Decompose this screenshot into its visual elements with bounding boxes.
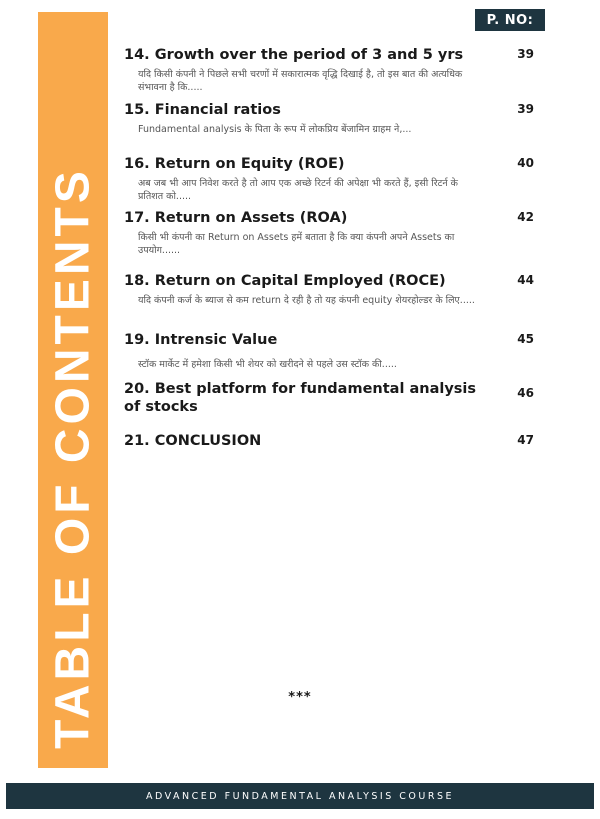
toc-entry-desc: किसी भी कंपनी का Return on Assets हमें बताता है कि क्या कंपनी अपने Assets का उपयोग...... — [138, 232, 455, 256]
toc-entry-title[interactable]: 20. Best platform for fundamental analysis of stocks — [124, 381, 477, 415]
section-divider-stars: *** — [288, 690, 312, 705]
page-number-header: P. NO: — [475, 9, 545, 31]
toc-entry[interactable] — [124, 432, 534, 450]
toc-entry-page: 39 — [517, 47, 534, 61]
toc-entry-page: 44 — [517, 273, 534, 287]
toc-entry-page: 45 — [517, 332, 534, 346]
toc-entry-title[interactable]: 19. Intrensic Value — [124, 332, 278, 348]
toc-entry-title[interactable]: 21. CONCLUSION — [124, 433, 262, 449]
toc-entry-title[interactable]: 18. Return on Capital Employed (ROCE) — [124, 273, 446, 289]
toc-entry-desc: यदि कंपनी कर्ज के ब्याज से कम return दे रही है तो यह कंपनी equity शेयरहोल्डर के लिए..... — [138, 295, 475, 306]
toc-entry-page: 46 — [517, 386, 534, 400]
toc-entry-page: 39 — [517, 102, 534, 116]
toc-entry[interactable] — [124, 46, 534, 94]
toc-entry[interactable] — [124, 101, 534, 136]
toc-entry[interactable] — [124, 380, 534, 416]
toc-entry-desc: स्टॉक मार्केट में हमेशा किसी भी शेयर को खरीदने से पहले उस स्टॉक की..... — [138, 359, 397, 370]
toc-entry-title[interactable]: 16. Return on Equity (ROE) — [124, 156, 345, 172]
toc-entry[interactable] — [124, 272, 534, 307]
toc-entry-page: 40 — [517, 156, 534, 170]
footer-banner: ADVANCED FUNDAMENTAL ANALYSIS COURSE — [6, 783, 594, 809]
toc-entry-title[interactable]: 17. Return on Assets (ROA) — [124, 210, 348, 226]
toc-entry-page: 47 — [517, 433, 534, 447]
toc-entry-desc: अब जब भी आप निवेश करते है तो आप एक अच्छे रिटर्न की अपेक्षा भी करते हैं, इसी रिटर्न के प्रतिशत को..... — [138, 178, 458, 202]
toc-entry-page: 42 — [517, 210, 534, 224]
toc-entry-title[interactable]: 14. Growth over the period of 3 and 5 yrs — [124, 47, 464, 63]
toc-entry[interactable] — [124, 209, 534, 257]
toc-entry[interactable] — [124, 331, 534, 371]
sidebar-title: TABLE OF CONTENTS — [46, 167, 100, 749]
toc-entry[interactable] — [124, 155, 534, 203]
toc-entry-title[interactable]: 15. Financial ratios — [124, 102, 281, 118]
toc-entry-desc: यदि किसी कंपनी ने पिछले सभी चरणों में सकारात्मक वृद्धि दिखाई है, तो इस बात की अत्यधिक संभावना है कि..... — [138, 69, 463, 93]
toc-entry-desc: Fundamental analysis के पिता के रूप में लोकप्रिय बेंजामिन ग्राहम ने,... — [138, 124, 412, 135]
